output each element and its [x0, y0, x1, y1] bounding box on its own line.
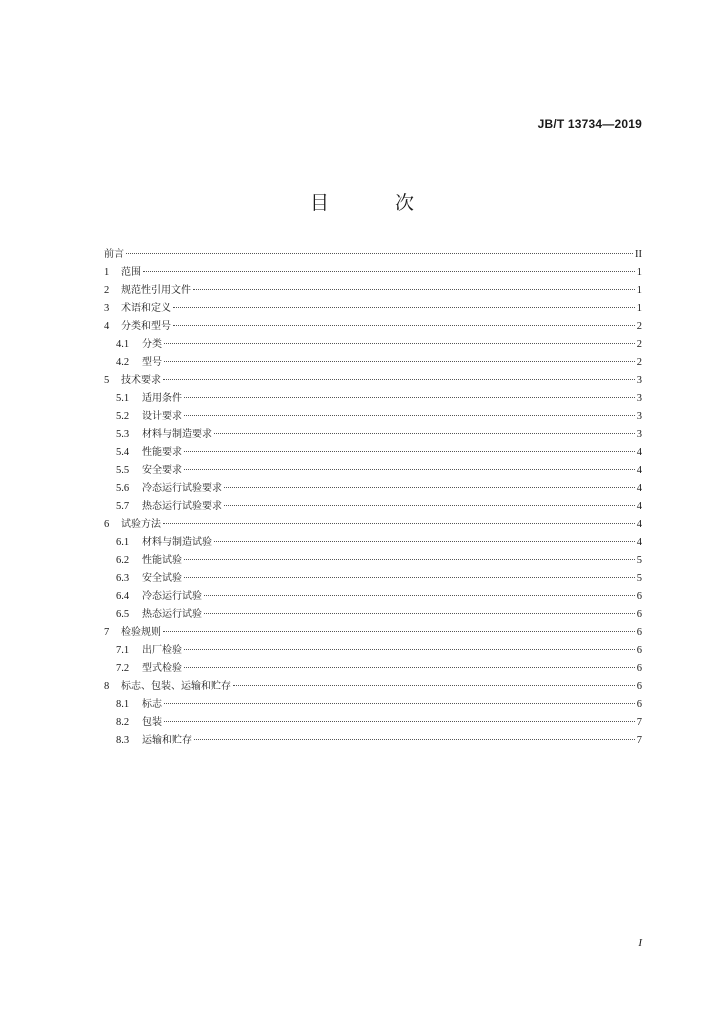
toc-entry[interactable] — [104, 552, 642, 570]
toc-entry-page: 6 — [636, 699, 642, 710]
toc-entry-title: 型式检验 — [142, 663, 182, 674]
toc-entry-title: 安全要求 — [142, 465, 182, 476]
toc-leader-dots — [204, 613, 635, 614]
toc-entry-page: 1 — [636, 285, 642, 296]
toc-entry[interactable] — [104, 588, 642, 606]
toc-entry-title: 热态运行试验要求 — [142, 501, 222, 512]
toc-entry[interactable] — [104, 660, 642, 678]
toc-entry[interactable] — [104, 264, 642, 282]
toc-entry-title: 术语和定义 — [121, 303, 171, 314]
toc-entry-number: 7 — [104, 627, 110, 638]
toc-entry-number: 5.7 — [116, 501, 130, 512]
page-number: I — [638, 937, 642, 949]
toc-entry-title: 设计要求 — [142, 411, 182, 422]
toc-leader-dots — [126, 253, 633, 254]
toc-leader-dots — [173, 307, 635, 308]
toc-entry-number: 7.1 — [116, 645, 130, 656]
toc-entry-number: 4.2 — [116, 357, 130, 368]
toc-entry-title: 适用条件 — [142, 393, 182, 404]
toc-entry-title: 出厂检验 — [142, 645, 182, 656]
toc-entry-number: 5 — [104, 375, 110, 386]
toc-leader-dots — [224, 505, 635, 506]
toc-entry-title: 分类 — [142, 339, 162, 350]
toc-entry-page: 6 — [636, 609, 642, 620]
toc-entry[interactable] — [104, 678, 642, 696]
toc-entry[interactable] — [104, 714, 642, 732]
toc-leader-dots — [184, 415, 635, 416]
toc-entry[interactable] — [104, 516, 642, 534]
toc-entry[interactable] — [104, 336, 642, 354]
toc-entry-number: 5.3 — [116, 429, 130, 440]
toc-entry-title: 前言 — [104, 249, 124, 260]
toc-entry-page: 2 — [636, 321, 642, 332]
toc-leader-dots — [233, 685, 635, 686]
toc-entry-page: 6 — [636, 645, 642, 656]
toc-entry-number: 8.2 — [116, 717, 130, 728]
toc-entry-number: 6.5 — [116, 609, 130, 620]
toc-entry-page: 3 — [636, 411, 642, 422]
toc-entry-page: 3 — [636, 429, 642, 440]
toc-entry-page: 4 — [636, 519, 642, 530]
toc-entry-page: 6 — [636, 681, 642, 692]
toc-entry-page: 7 — [636, 735, 642, 746]
toc-entry-number: 4 — [104, 321, 110, 332]
toc-entry-number: 6 — [104, 519, 110, 530]
toc-entry-title: 材料与制造要求 — [142, 429, 212, 440]
toc-entry-page: 6 — [636, 663, 642, 674]
toc-entry-title: 标志 — [142, 699, 162, 710]
toc-leader-dots — [184, 451, 635, 452]
toc-entry-number: 5.4 — [116, 447, 130, 458]
toc-leader-dots — [163, 631, 635, 632]
toc-entry-number: 6.1 — [116, 537, 130, 548]
toc-entry-title: 材料与制造试验 — [142, 537, 212, 548]
toc-entry-number: 1 — [104, 267, 110, 278]
toc-leader-dots — [194, 739, 635, 740]
toc-leader-dots — [184, 577, 635, 578]
toc-entry-title: 技术要求 — [121, 375, 161, 386]
toc-entry-page: 2 — [636, 357, 642, 368]
toc-entry[interactable] — [104, 282, 642, 300]
toc-entry-title: 检验规则 — [121, 627, 161, 638]
toc-entry-page: 3 — [636, 393, 642, 404]
toc-entry[interactable] — [104, 372, 642, 390]
toc-leader-dots — [164, 361, 635, 362]
toc-leader-dots — [163, 523, 635, 524]
toc-entry-title: 分类和型号 — [121, 321, 171, 332]
toc-entry-page: 1 — [636, 303, 642, 314]
toc-entry-title: 性能试验 — [142, 555, 182, 566]
toc-leader-dots — [164, 703, 635, 704]
toc-entry-number: 3 — [104, 303, 110, 314]
toc-entry-number: 8.1 — [116, 699, 130, 710]
toc-entry[interactable] — [104, 696, 642, 714]
toc-leader-dots — [184, 397, 635, 398]
toc-entry-page: 4 — [636, 465, 642, 476]
toc-leader-dots — [164, 721, 635, 722]
toc-entry[interactable] — [104, 462, 642, 480]
toc-leader-dots — [214, 433, 635, 434]
toc-leader-dots — [184, 667, 635, 668]
toc-entry-title: 冷态运行试验要求 — [142, 483, 222, 494]
toc-leader-dots — [163, 379, 635, 380]
toc-leader-dots — [143, 271, 635, 272]
toc-entry[interactable] — [104, 444, 642, 462]
toc-entry-number: 7.2 — [116, 663, 130, 674]
toc-entry-page: 1 — [636, 267, 642, 278]
toc-entry[interactable] — [104, 570, 642, 588]
toc-entry-page: II — [635, 249, 642, 260]
toc-entry-page: 5 — [636, 573, 642, 584]
toc-leader-dots — [193, 289, 635, 290]
toc-leader-dots — [204, 595, 635, 596]
table-of-contents — [104, 246, 642, 750]
toc-entry[interactable] — [104, 480, 642, 498]
toc-title: 目 次 — [309, 192, 445, 214]
toc-entry-title: 标志、包装、运输和贮存 — [121, 681, 231, 692]
toc-entry-number: 8.3 — [116, 735, 130, 746]
toc-entry-page: 5 — [636, 555, 642, 566]
toc-entry[interactable] — [104, 642, 642, 660]
toc-entry-number: 6.2 — [116, 555, 130, 566]
standard-code: JB/T 13734—2019 — [537, 117, 642, 131]
toc-entry-title: 规范性引用文件 — [121, 285, 191, 296]
toc-leader-dots — [184, 469, 635, 470]
toc-entry-title: 运输和贮存 — [142, 735, 192, 746]
toc-entry-number: 5.5 — [116, 465, 130, 476]
toc-leader-dots — [224, 487, 635, 488]
toc-entry[interactable] — [104, 426, 642, 444]
toc-entry-number: 5.6 — [116, 483, 130, 494]
toc-entry-number: 6.3 — [116, 573, 130, 584]
toc-entry[interactable] — [104, 300, 642, 318]
toc-entry-page: 2 — [636, 339, 642, 350]
toc-entry[interactable] — [104, 498, 642, 516]
toc-entry-title: 范围 — [121, 267, 141, 278]
toc-entry-page: 4 — [636, 483, 642, 494]
toc-entry-page: 4 — [636, 501, 642, 512]
toc-entry-number: 6.4 — [116, 591, 130, 602]
toc-entry[interactable] — [104, 354, 642, 372]
toc-entry-page: 7 — [636, 717, 642, 728]
toc-entry-page: 4 — [636, 537, 642, 548]
toc-entry-title: 性能要求 — [142, 447, 182, 458]
toc-entry-number: 4.1 — [116, 339, 130, 350]
toc-entry-number: 2 — [104, 285, 110, 296]
toc-entry-title: 型号 — [142, 357, 162, 368]
toc-leader-dots — [164, 343, 635, 344]
toc-entry[interactable] — [104, 534, 642, 552]
toc-entry[interactable] — [104, 606, 642, 624]
toc-entry-page: 6 — [636, 627, 642, 638]
toc-leader-dots — [173, 325, 635, 326]
toc-entry[interactable] — [104, 624, 642, 642]
toc-entry-title: 热态运行试验 — [142, 609, 202, 620]
toc-entry[interactable] — [104, 408, 642, 426]
toc-entry-page: 6 — [636, 591, 642, 602]
toc-entry[interactable] — [104, 246, 642, 264]
toc-leader-dots — [214, 541, 635, 542]
toc-entry[interactable] — [104, 390, 642, 408]
toc-leader-dots — [184, 559, 635, 560]
toc-entry[interactable] — [104, 318, 642, 336]
toc-entry-number: 8 — [104, 681, 110, 692]
toc-entry-title: 包装 — [142, 717, 162, 728]
toc-entry-number: 5.1 — [116, 393, 130, 404]
toc-entry-title: 安全试验 — [142, 573, 182, 584]
toc-entry-title: 试验方法 — [121, 519, 161, 530]
toc-leader-dots — [184, 649, 635, 650]
toc-entry-number: 5.2 — [116, 411, 130, 422]
toc-entry[interactable] — [104, 732, 642, 750]
toc-entry-title: 冷态运行试验 — [142, 591, 202, 602]
toc-entry-page: 4 — [636, 447, 642, 458]
toc-entry-page: 3 — [636, 375, 642, 386]
